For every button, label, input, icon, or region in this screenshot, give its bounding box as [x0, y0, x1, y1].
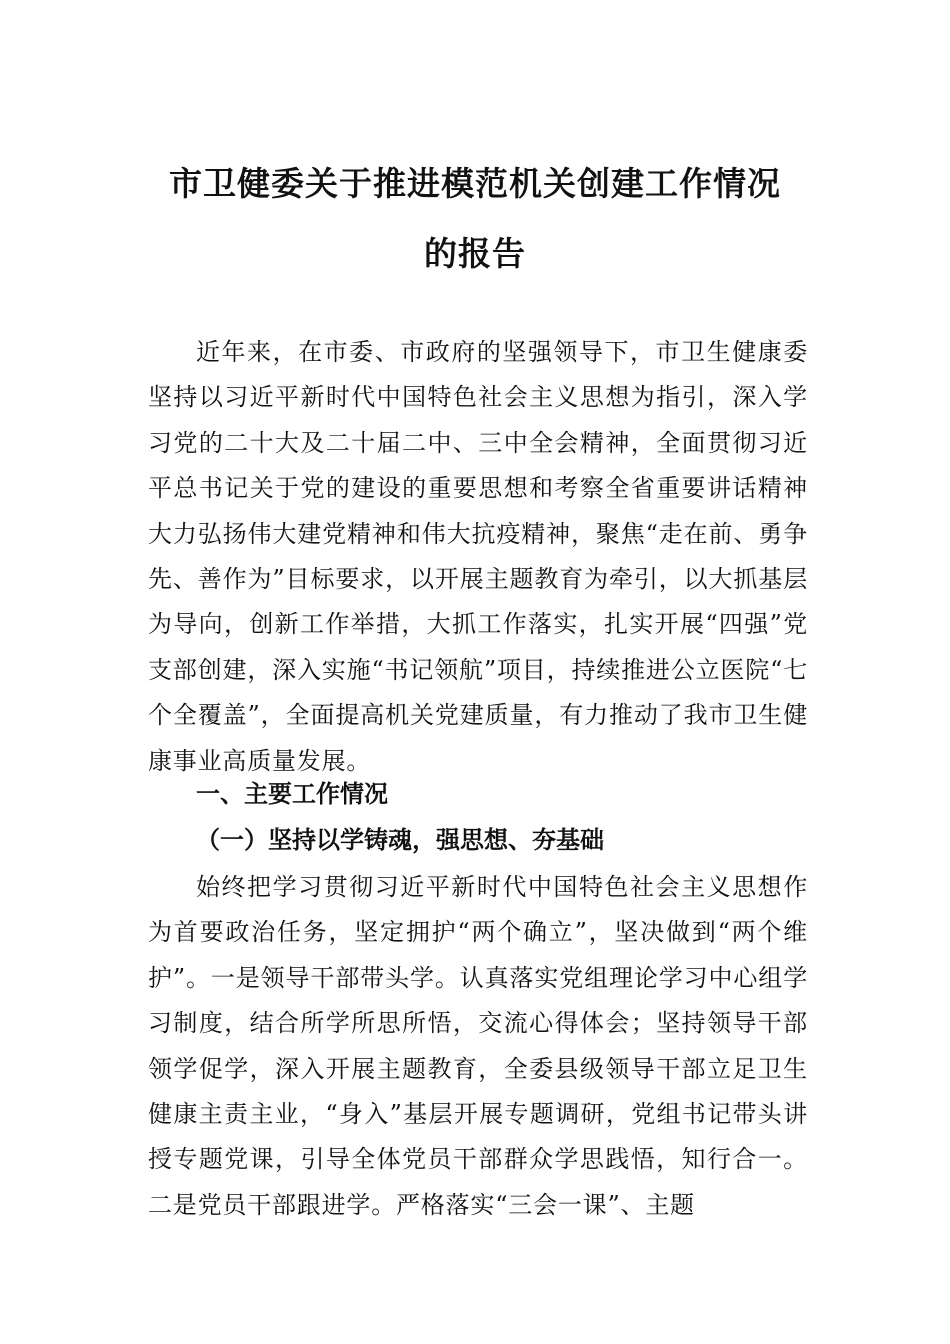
- document-title-line-2: 的报告: [424, 234, 526, 273]
- subsection-heading: （一）坚持以学铸魂，强思想、夯基础: [196, 825, 604, 854]
- body-paragraph: 始终把学习贯彻习近平新时代中国特色社会主义思想作为首要政治任务，坚定拥护“两个确立”，坚决做到“两个维护”。一是领导干部带头学。认真落实党组理论学习中心组学习制度，结合所学所思所悟，交流心得体会；坚持领导干部领学促学，深入开展主题教育，全委县级领导干部立足卫生健康主责主业，“身入”基层开展专题调研，党组书记带头讲授专题党课，引导全体党员干部群众学思践悟，知行合一。二是党员干部跟进学。严格落实“三会一课”、主题: [148, 873, 808, 1219]
- intro-paragraph: 近年来，在市委、市政府的坚强领导下，市卫生健康委坚持以习近平新时代中国特色社会主义思想为指引，深入学习党的二十大及二十届二中、三中全会精神，全面贯彻习近平总书记关于党的建设的重要思想和考察全省重要讲话精神大力弘扬伟大建党精神和伟大抗疫精神，聚焦“走在前、勇争先、善作为”目标要求，以开展主题教育为牵引，以大抓基层为导向，创新工作举措，大抓工作落实，扎实开展“四强”党支部创建，深入实施“书记领航”项目，持续推进公立医院“七个全覆盖”，全面提高机关党建质量，有力推动了我市卫生健康事业高质量发展。: [148, 338, 808, 775]
- document-title-line-1: 市卫健委关于推进模范机关创建工作情况: [169, 164, 781, 203]
- section-heading: 一、主要工作情况: [196, 780, 388, 808]
